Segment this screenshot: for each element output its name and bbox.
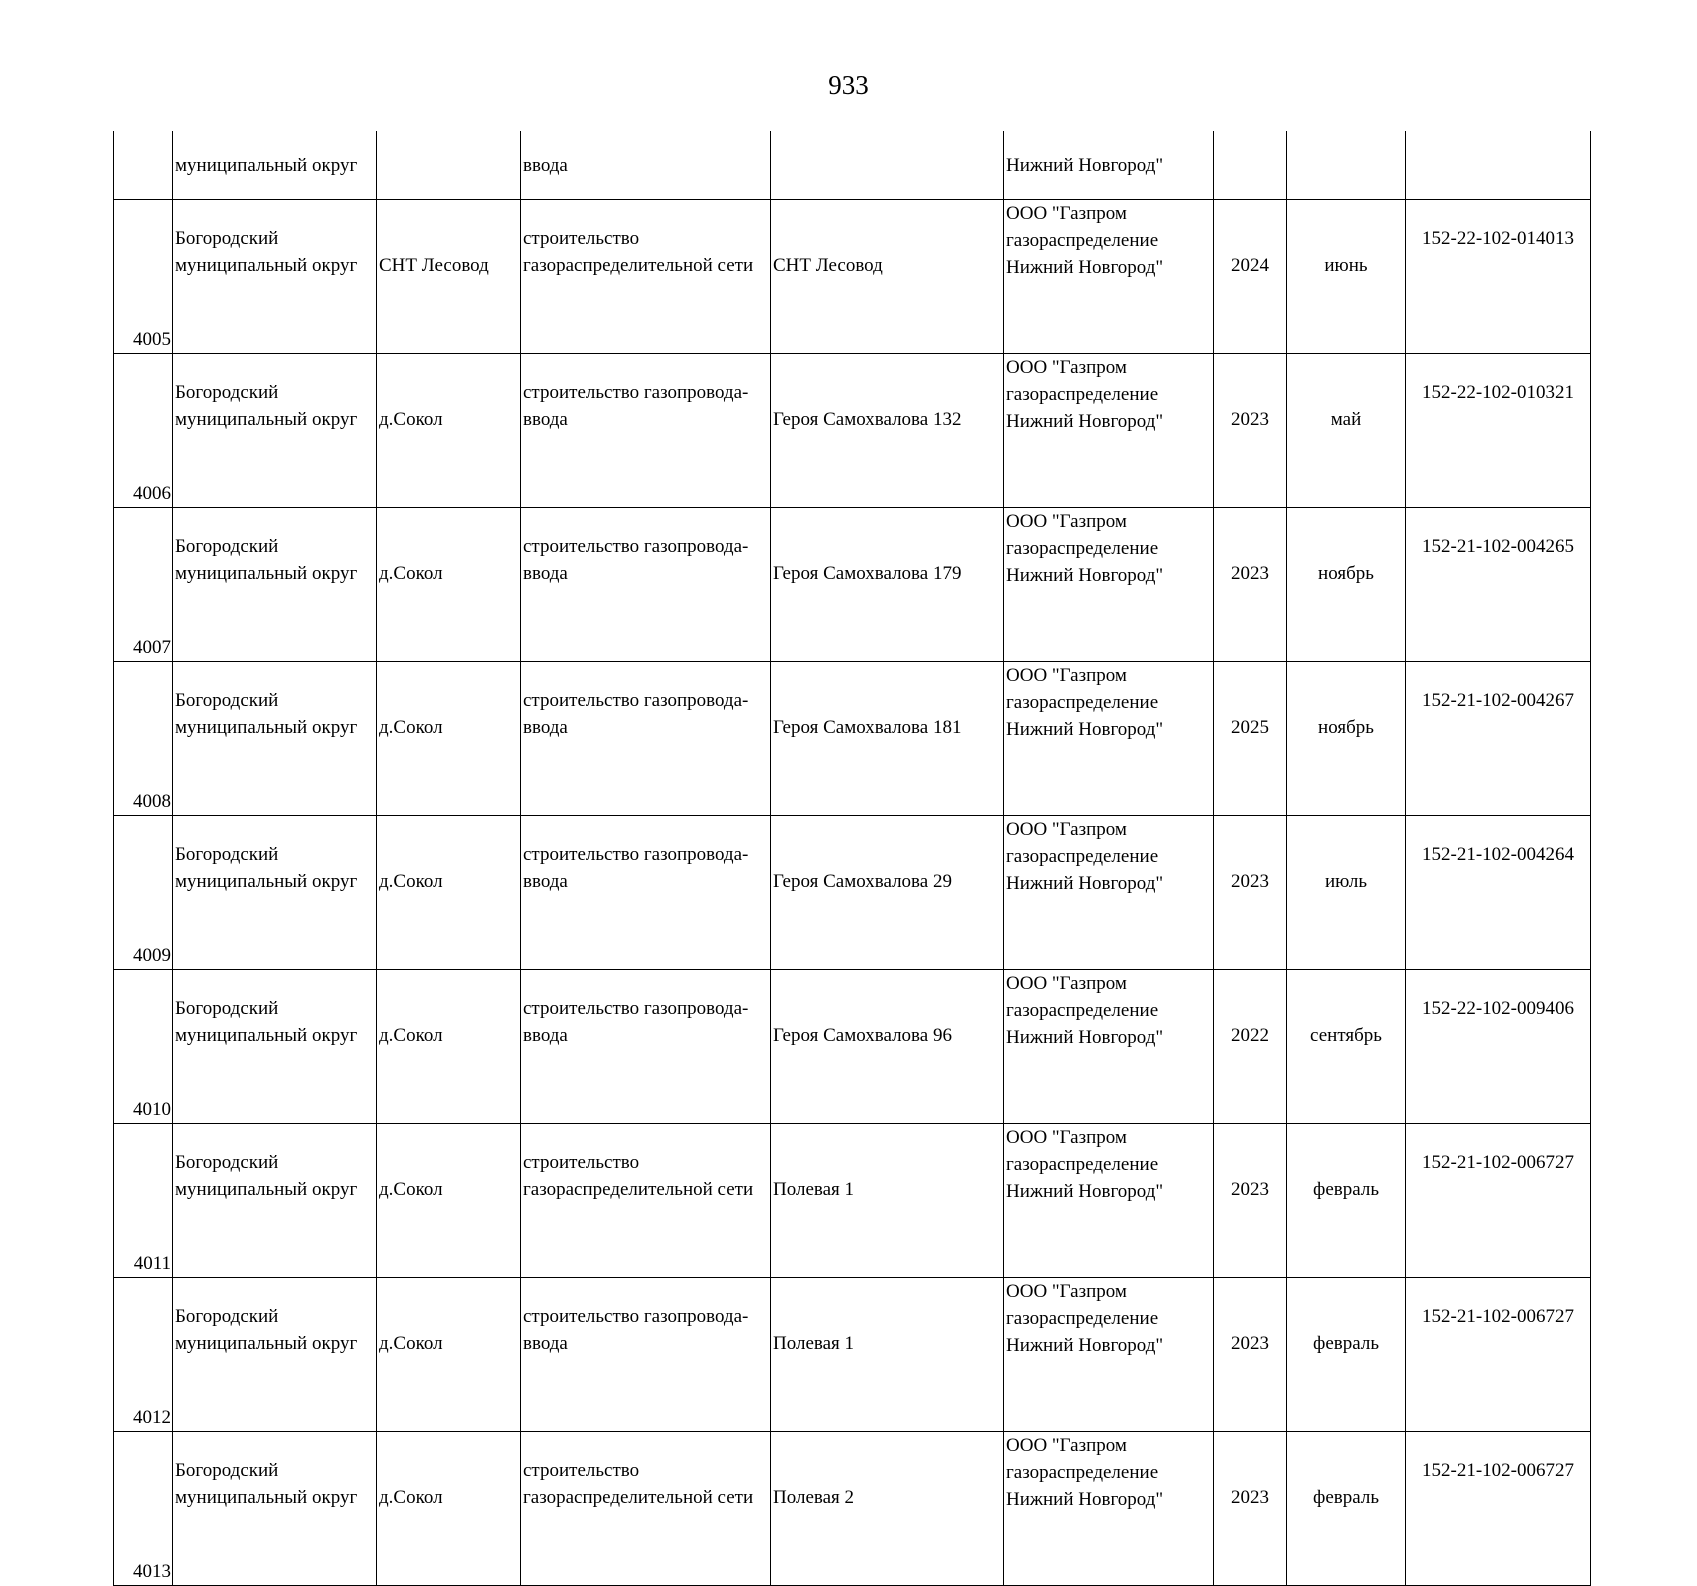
district-cell (173, 970, 377, 1124)
row-number: 4005 (133, 329, 171, 350)
work-type-line-2: газораспределительной сети (523, 255, 754, 276)
address-text: СНТ Лесовод (773, 255, 883, 276)
district-line-1: Богородский (175, 690, 279, 711)
code-text: 152-21-102-006727 (1422, 1306, 1574, 1327)
settlement-cell (377, 354, 521, 508)
work-type-line-1: строительство газопровода- (523, 690, 749, 711)
work-type-text: ввода (523, 155, 568, 176)
organization-line-3: Нижний Новгород" (1006, 873, 1164, 894)
address-cell (771, 508, 1004, 662)
address-text: Героя Самохвалова 29 (773, 871, 952, 892)
table-row (114, 1278, 1591, 1432)
year-cell (1214, 508, 1287, 662)
organization-line-1: ООО "Газпром (1006, 203, 1127, 224)
row-number-cell (114, 1432, 173, 1586)
code-cell (1406, 1278, 1591, 1432)
code-text: 152-21-102-006727 (1422, 1460, 1574, 1481)
month-cell (1287, 1432, 1406, 1586)
organization-line-2: газораспределение (1006, 846, 1159, 867)
registry-table (113, 131, 1591, 1586)
work-type-cell (521, 200, 771, 354)
table-row (114, 970, 1591, 1124)
organization-line-1: ООО "Газпром (1006, 511, 1127, 532)
district-line-1: Богородский (175, 228, 279, 249)
address-text: Героя Самохвалова 179 (773, 563, 962, 584)
organization-line-3: Нижний Новгород" (1006, 1181, 1164, 1202)
year-cell (1214, 200, 1287, 354)
code-text: 152-21-102-006727 (1422, 1152, 1574, 1173)
address-text: Полевая 1 (773, 1179, 855, 1200)
year-text: 2024 (1231, 255, 1269, 276)
month-text: февраль (1313, 1179, 1379, 1200)
table-row (114, 508, 1591, 662)
district-line-2: муниципальный округ (175, 717, 358, 738)
code-text: 152-21-102-004267 (1422, 690, 1574, 711)
settlement-cell (377, 816, 521, 970)
row-number: 4009 (133, 945, 171, 966)
work-type-cell (521, 508, 771, 662)
settlement-text: д.Сокол (379, 1025, 443, 1046)
row-number: 4006 (133, 483, 171, 504)
settlement-text: д.Сокол (379, 563, 443, 584)
settlement-text: д.Сокол (379, 1333, 443, 1354)
district-line-2: муниципальный округ (175, 1487, 358, 1508)
organization-line-3: Нижний Новгород" (1006, 1335, 1164, 1356)
district-cell (173, 1278, 377, 1432)
table-row (114, 662, 1591, 816)
month-text: февраль (1313, 1487, 1379, 1508)
month-cell (1287, 131, 1406, 200)
organization-cell (1004, 1278, 1214, 1432)
row-number: 4011 (133, 1253, 171, 1274)
month-cell (1287, 1124, 1406, 1278)
code-cell (1406, 970, 1591, 1124)
month-text: сентябрь (1310, 1025, 1382, 1046)
month-cell (1287, 1278, 1406, 1432)
code-text: 152-21-102-004265 (1422, 536, 1574, 557)
month-cell (1287, 354, 1406, 508)
code-text: 152-22-102-009406 (1422, 998, 1574, 1019)
table-row (114, 1124, 1591, 1278)
row-number: 4013 (133, 1561, 171, 1582)
organization-line-2: газораспределение (1006, 1462, 1159, 1483)
address-cell (771, 1124, 1004, 1278)
row-number-cell (114, 970, 173, 1124)
table-row (114, 200, 1591, 354)
organization-line-3: Нижний Новгород" (1006, 1027, 1164, 1048)
settlement-cell (377, 1432, 521, 1586)
work-type-line-2: газораспределительной сети (523, 1179, 754, 1200)
organization-line-1: ООО "Газпром (1006, 357, 1127, 378)
district-line-1: Богородский (175, 844, 279, 865)
district-line-1: Богородский (175, 1306, 279, 1327)
district-line-2: муниципальный округ (175, 1179, 358, 1200)
organization-line-3: Нижний Новгород" (1006, 1489, 1164, 1510)
settlement-cell (377, 508, 521, 662)
settlement-cell (377, 200, 521, 354)
year-text: 2023 (1231, 1333, 1269, 1354)
month-cell (1287, 662, 1406, 816)
organization-cell (1004, 1432, 1214, 1586)
district-line-1: Богородский (175, 1152, 279, 1173)
work-type-line-1: строительство газопровода- (523, 382, 749, 403)
month-cell (1287, 200, 1406, 354)
work-type-line-1: строительство газопровода- (523, 998, 749, 1019)
month-cell (1287, 508, 1406, 662)
row-number-cell (114, 200, 173, 354)
address-cell (771, 1278, 1004, 1432)
address-text: Героя Самохвалова 132 (773, 409, 962, 430)
work-type-line-1: строительство газопровода- (523, 844, 749, 865)
work-type-line-2: ввода (523, 717, 568, 738)
row-number-cell (114, 1124, 173, 1278)
row-number-cell (114, 1278, 173, 1432)
table-row (114, 1432, 1591, 1586)
address-cell (771, 131, 1004, 200)
organization-cell (1004, 200, 1214, 354)
district-line-2: муниципальный округ (175, 871, 358, 892)
work-type-cell (521, 131, 771, 200)
organization-line-3: Нижний Новгород" (1006, 257, 1164, 278)
work-type-line-2: ввода (523, 1333, 568, 1354)
organization-cell (1004, 131, 1214, 200)
settlement-text: д.Сокол (379, 1487, 443, 1508)
work-type-cell (521, 970, 771, 1124)
settlement-cell (377, 662, 521, 816)
work-type-cell (521, 354, 771, 508)
continuation-row (114, 131, 1591, 200)
work-type-cell (521, 662, 771, 816)
month-text: июль (1324, 871, 1368, 892)
year-text: 2023 (1231, 1179, 1269, 1200)
organization-line-1: ООО "Газпром (1006, 1435, 1127, 1456)
row-number-cell (114, 508, 173, 662)
work-type-cell (521, 816, 771, 970)
address-text: Героя Самохвалова 96 (773, 1025, 952, 1046)
year-cell (1214, 1278, 1287, 1432)
row-number: 4007 (133, 637, 171, 658)
work-type-line-2: газораспределительной сети (523, 1487, 754, 1508)
year-text: 2023 (1231, 563, 1269, 584)
organization-text: Нижний Новгород" (1006, 155, 1164, 176)
row-number-cell (114, 816, 173, 970)
year-cell (1214, 1124, 1287, 1278)
settlement-text: д.Сокол (379, 409, 443, 430)
address-text: Героя Самохвалова 181 (773, 717, 962, 738)
work-type-line-2: ввода (523, 409, 568, 430)
address-cell (771, 1432, 1004, 1586)
month-text: ноябрь (1318, 563, 1374, 584)
address-text: Полевая 1 (773, 1333, 855, 1354)
settlement-text: СНТ Лесовод (379, 255, 489, 276)
settlement-text: д.Сокол (379, 871, 443, 892)
address-cell (771, 662, 1004, 816)
work-type-line-2: ввода (523, 563, 568, 584)
row-number: 4012 (133, 1407, 171, 1428)
district-cell (173, 131, 377, 200)
organization-line-3: Нижний Новгород" (1006, 719, 1164, 740)
month-text: февраль (1313, 1333, 1379, 1354)
organization-line-2: газораспределение (1006, 692, 1159, 713)
code-cell (1406, 200, 1591, 354)
address-cell (771, 970, 1004, 1124)
district-cell (173, 354, 377, 508)
organization-line-2: газораспределение (1006, 1154, 1159, 1175)
district-cell (173, 200, 377, 354)
address-cell (771, 816, 1004, 970)
organization-cell (1004, 816, 1214, 970)
code-text: 152-21-102-004264 (1422, 844, 1574, 865)
year-text: 2025 (1231, 717, 1269, 738)
settlement-text: д.Сокол (379, 717, 443, 738)
work-type-line-2: ввода (523, 1025, 568, 1046)
organization-line-1: ООО "Газпром (1006, 973, 1127, 994)
district-cell (173, 508, 377, 662)
settlement-cell (377, 970, 521, 1124)
district-line-1: Богородский (175, 998, 279, 1019)
organization-line-3: Нижний Новгород" (1006, 411, 1164, 432)
settlement-cell (377, 131, 521, 200)
year-text: 2023 (1231, 871, 1269, 892)
address-cell (771, 354, 1004, 508)
table-row (114, 354, 1591, 508)
code-text: 152-22-102-010321 (1422, 382, 1574, 403)
work-type-line-1: строительство (523, 1152, 640, 1173)
year-cell (1214, 970, 1287, 1124)
work-type-cell (521, 1124, 771, 1278)
year-text: 2023 (1231, 1487, 1269, 1508)
code-cell (1406, 1124, 1591, 1278)
work-type-cell (521, 1432, 771, 1586)
address-cell (771, 200, 1004, 354)
district-cell (173, 1432, 377, 1586)
year-cell (1214, 131, 1287, 200)
organization-line-2: газораспределение (1006, 384, 1159, 405)
district-text: муниципальный округ (175, 155, 358, 176)
year-cell (1214, 662, 1287, 816)
month-cell (1287, 970, 1406, 1124)
organization-line-1: ООО "Газпром (1006, 665, 1127, 686)
organization-cell (1004, 970, 1214, 1124)
table-row (114, 816, 1591, 970)
district-line-2: муниципальный округ (175, 1025, 358, 1046)
code-text: 152-22-102-014013 (1422, 228, 1574, 249)
organization-cell (1004, 508, 1214, 662)
row-number-cell (114, 131, 173, 200)
work-type-line-1: строительство (523, 1460, 640, 1481)
organization-line-2: газораспределение (1006, 1000, 1159, 1021)
district-line-1: Богородский (175, 536, 279, 557)
organization-cell (1004, 1124, 1214, 1278)
settlement-text: д.Сокол (379, 1179, 443, 1200)
organization-line-2: газораспределение (1006, 230, 1159, 251)
code-cell (1406, 662, 1591, 816)
district-line-1: Богородский (175, 382, 279, 403)
year-cell (1214, 354, 1287, 508)
work-type-line-1: строительство газопровода- (523, 1306, 749, 1327)
month-text: май (1330, 409, 1362, 430)
row-number: 4010 (133, 1099, 171, 1120)
organization-cell (1004, 354, 1214, 508)
work-type-cell (521, 1278, 771, 1432)
district-line-2: муниципальный округ (175, 409, 358, 430)
code-cell (1406, 816, 1591, 970)
row-number-cell (114, 662, 173, 816)
code-cell (1406, 131, 1591, 200)
district-line-2: муниципальный округ (175, 1333, 358, 1354)
page-number: 933 (828, 70, 869, 100)
work-type-line-1: строительство (523, 228, 640, 249)
year-text: 2022 (1231, 1025, 1269, 1046)
district-line-2: муниципальный округ (175, 255, 358, 276)
district-line-2: муниципальный округ (175, 563, 358, 584)
settlement-cell (377, 1278, 521, 1432)
organization-line-2: газораспределение (1006, 1308, 1159, 1329)
code-cell (1406, 508, 1591, 662)
month-text: июнь (1324, 255, 1368, 276)
organization-line-1: ООО "Газпром (1006, 819, 1127, 840)
year-cell (1214, 1432, 1287, 1586)
district-cell (173, 816, 377, 970)
organization-line-1: ООО "Газпром (1006, 1127, 1127, 1148)
year-text: 2023 (1231, 409, 1269, 430)
organization-line-2: газораспределение (1006, 538, 1159, 559)
district-cell (173, 662, 377, 816)
district-cell (173, 1124, 377, 1278)
row-number-cell (114, 354, 173, 508)
address-text: Полевая 2 (773, 1487, 855, 1508)
code-cell (1406, 1432, 1591, 1586)
code-cell (1406, 354, 1591, 508)
district-line-1: Богородский (175, 1460, 279, 1481)
year-cell (1214, 816, 1287, 970)
work-type-line-2: ввода (523, 871, 568, 892)
organization-cell (1004, 662, 1214, 816)
month-text: ноябрь (1318, 717, 1374, 738)
organization-line-3: Нижний Новгород" (1006, 565, 1164, 586)
organization-line-1: ООО "Газпром (1006, 1281, 1127, 1302)
work-type-line-1: строительство газопровода- (523, 536, 749, 557)
settlement-cell (377, 1124, 521, 1278)
row-number: 4008 (133, 791, 171, 812)
month-cell (1287, 816, 1406, 970)
